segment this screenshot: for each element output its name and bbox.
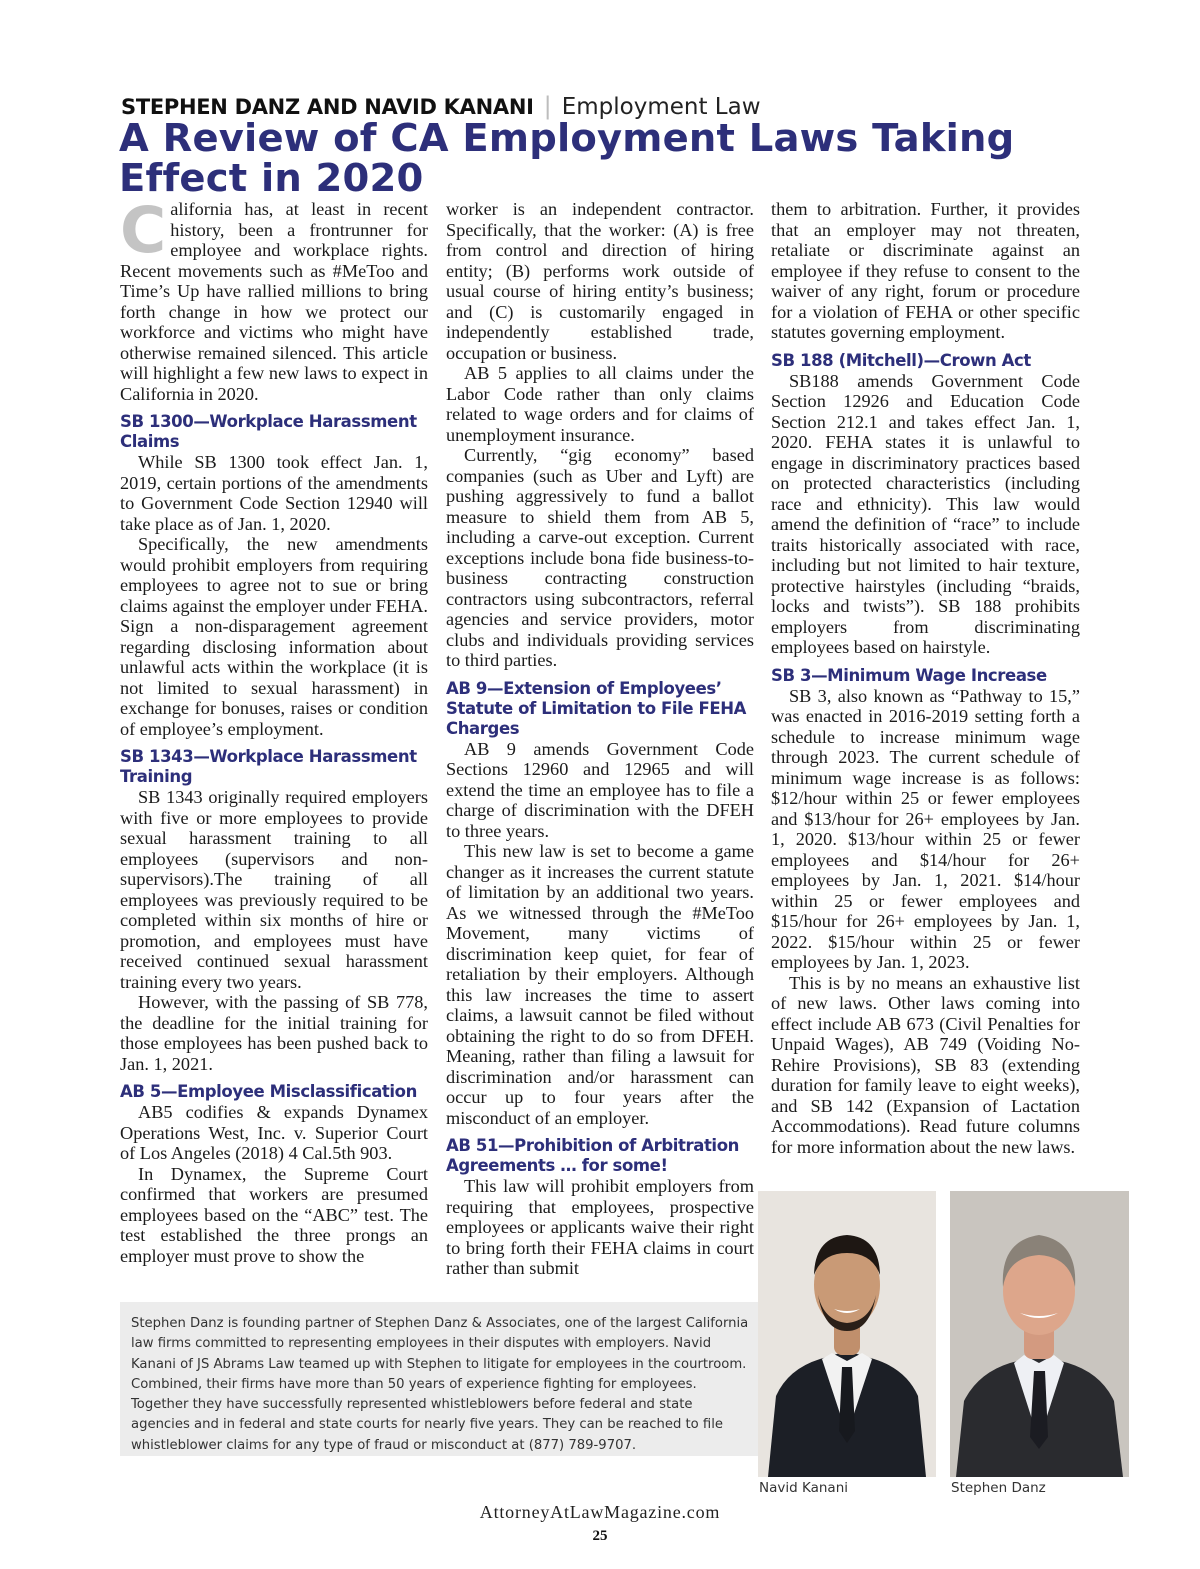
photo-caption: Navid Kanani [759, 1480, 848, 1496]
body-paragraph: AB 5 applies to all claims under the Labor Code rather than only claims related to wage orders and for claims of unemployment insurance. [446, 363, 754, 445]
author-bio-box: Stephen Danz is founding partner of Stephen Danz & Associates, one of the largest California law firms committed to representing employees in their disputes with employers. Navid Kanani of JS Abrams Law teamed up with Stephen to litigate for employees in the courtroom. Combined, their firms have more than 50 years of experience fighting for employees. Together they have successfully represented whistleblowers before federal and state agencies and in federal and state courts for nearly five years. They can be reached to file whistleblower claims for any type of fraud or misconduct at (877) 789-9707. [120, 1302, 762, 1456]
portrait-illustration [758, 1191, 936, 1477]
body-paragraph: SB188 amends Government Code Section 12926 and Education Code Section 212.1 and takes effect Jan. 1, 2020. FEHA states it is unlawful to engage in discriminatory practices based on protected characteristics (including race and ethnicity). This law would amend the definition of “race” to include traits historically associated with race, including but not limited to hair texture, protective hairstyles (including “braids, locks and twists”). SB 188 prohibits employers from discriminating employees based on hairstyle. [771, 370, 1080, 657]
body-paragraph: Specifically, the new amendments would prohibit employers from requiring employees to agree not to sue or bring claims against the employer under FEHA. Sign a non-disparagement agreement regarding disclosing information about unlawful acts within the workplace (it is not limited to sexual harassment) in exchange for bonuses, raises or condition of employee’s employment. [120, 534, 428, 739]
article-column-3 [771, 199, 1080, 1157]
section-heading-sb1343: SB 1343—Workplace Harassment Training [120, 747, 417, 786]
photo-stephen-danz [950, 1191, 1129, 1477]
body-paragraph: AB5 codifies & expands Dynamex Operations West, Inc. v. Superior Court of Los Angeles (2018) 4 Cal.5th 903. [120, 1102, 428, 1163]
section-label: Employment Law [561, 94, 761, 120]
drop-cap: C [120, 194, 167, 267]
intro-paragraph [120, 194, 428, 404]
section-heading-ab9: AB 9—Extension of Employees’ Statute of Limitation to File FEHA Charges [446, 678, 747, 738]
section-heading-sb188: SB 188 (Mitchell)—Crown Act [771, 350, 1031, 370]
portrait-illustration [950, 1191, 1129, 1477]
section-heading-sb1300: SB 1300—Workplace Harassment Claims [120, 412, 417, 451]
article-column-2 [446, 199, 754, 1279]
body-paragraph: While SB 1300 took effect Jan. 1, 2019, certain portions of the amendments to Government Code Section 12940 will take place as of Jan. 1, 2020. [120, 452, 428, 534]
section-heading-sb3: SB 3—Minimum Wage Increase [771, 665, 1047, 685]
body-paragraph: Currently, “gig economy” based companies (such as Uber and Lyft) are pushing aggressively to fund a ballot measure to shield them from AB 5, including a carve-out exception. Current exceptions include bona fide business-to-business contracting construction contractors using subcontractors, referral agencies and service providers, motor clubs and individuals providing services to third parties. [446, 445, 754, 670]
body-paragraph: However, with the passing of SB 778, the deadline for the initial training for those employees has been pushed back to Jan. 1, 2021. [120, 992, 428, 1074]
body-paragraph: This is by no means an exhaustive list of new laws. Other laws coming into effect include AB 673 (Civil Penalties for Unpaid Wages), AB 749 (Voiding No-Rehire Provisions), SB 83 (extending duration for family leave to eight weeks), and SB 142 (Expansion of Lactation Accommodations). Read future columns for more information about the new laws. [771, 972, 1080, 1157]
footer-website: AttorneyAtLawMagazine.com [479, 1502, 721, 1522]
intro-text: alifornia has, at least in recent history, been a frontrunner for employee and workplace rights. Recent movements such as #MeToo and Time’s Up have rallied millions to bring forth change in how we protect our workforce and victims who might have otherwise remained silenced. This article will highlight a few new laws to expect in California in 2020. [120, 199, 428, 404]
article-column-1 [120, 194, 428, 1266]
page-number: 25 [592, 1528, 608, 1544]
author-names: STEPHEN DANZ AND NAVID KANANI [121, 95, 534, 119]
section-heading-ab51: AB 51—Prohibition of Arbitration Agreements … for some! [446, 1136, 739, 1175]
photo-caption: Stephen Danz [951, 1480, 1046, 1496]
body-paragraph-continued: worker is an independent contractor. Specifically, that the worker: (A) is free from control and direction of hiring entity; (B) performs work outside of usual course of hiring entity’s business; and (C) is customarily engaged in independently established trade, occupation or business. [446, 199, 754, 363]
byline-separator: | [543, 92, 552, 120]
body-paragraph: This law will prohibit employers from requiring that employees, prospective employees or applicants waive their right to bring forth their FEHA claims in court rather than submit [446, 1176, 754, 1278]
section-heading-ab5: AB 5—Employee Misclassification [120, 1082, 417, 1101]
body-paragraph: SB 1343 originally required employers with five or more employees to provide sexual harassment training to all employees (supervisors and non-supervisors).The training of all employees was previously required to be completed within six months of hire or promotion, and employees must have received continued sexual harassment training every two years. [120, 787, 428, 992]
body-paragraph: AB 9 amends Government Code Sections 12960 and 12965 and will extend the time an employee has to file a charge of discrimination with the DFEH to three years. [446, 738, 754, 841]
body-paragraph: In Dynamex, the Supreme Court confirmed that workers are presumed employees based on the “ABC” test. The test established the three prongs an employer must prove to show the [120, 1163, 428, 1266]
body-paragraph: This new law is set to become a game changer as it increases the current statute of limitation by an additional two years. As we witnessed through the #MeToo Movement, many victims of discrimination keep quiet, for fear of retaliation by their employers. Although this law increases the time to assert claims, a lawsuit cannot be filed without obtaining the right to do so from DFEH. Meaning, rather than filing a lawsuit for discrimination and/or harassment can occur up to four years after the misconduct of an employer. [446, 841, 754, 1128]
body-paragraph-continued: them to arbitration. Further, it provides that an employer may not threaten, retaliate or discriminate against an employee if they refuse to consent to the waiver of any right, forum or procedure for a violation of FEHA or other specific statutes governing employment. [771, 199, 1080, 342]
photo-navid-kanani [758, 1191, 936, 1477]
article-headline: A Review of CA Employment Laws Taking Effect in 2020 [119, 116, 1015, 201]
body-paragraph: SB 3, also known as “Pathway to 15,” was enacted in 2016-2019 setting forth a schedule to increase minimum wage through 2023. The current schedule of minimum wage increase is as follows: $12/hour within 25 or fewer employees and $13/hour for 26+ employees by Jan. 1, 2020. $13/hour within 25 or fewer employees and $14/hour for 26+ employees by Jan. 1, 2021. $14/hour within 25 or fewer employees and $15/hour for 26+ employees by Jan. 1, 2022. $15/hour within 25 or fewer employees by Jan. 1, 2023. [771, 685, 1080, 972]
